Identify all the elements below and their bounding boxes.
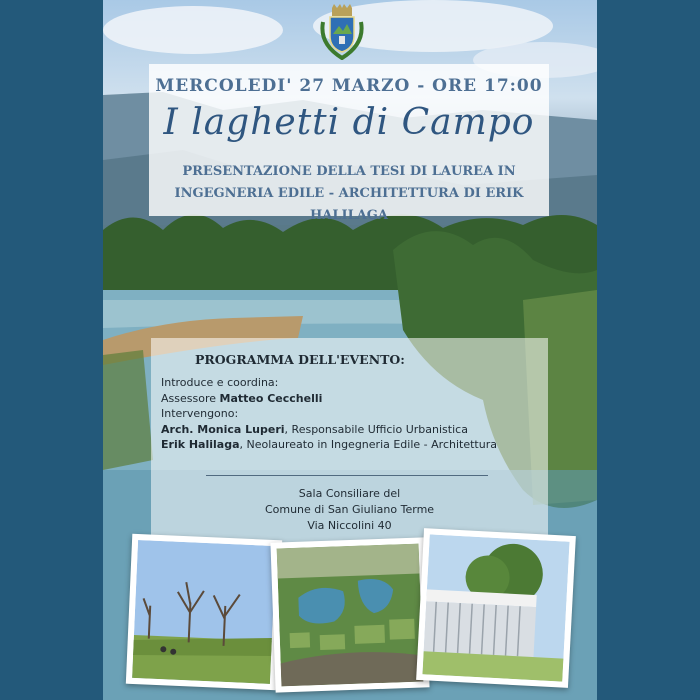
event-date-time: MERCOLEDI' 27 MARZO - ORE 17:00 bbox=[155, 76, 543, 96]
speakers-label: Intervengono: bbox=[161, 407, 239, 420]
intro-name: Matteo Cecchelli bbox=[219, 391, 323, 405]
intro-line bbox=[161, 391, 497, 407]
program-heading: PROGRAMMA DELL'EVENTO: bbox=[195, 352, 405, 367]
intro-label: Introduce e coordina: bbox=[161, 376, 279, 389]
venue-address bbox=[151, 486, 548, 534]
event-header-panel bbox=[149, 64, 549, 223]
intro-role: Assessore bbox=[161, 391, 220, 405]
speaker-1-role: , Responsabile Ufficio Urbanistica bbox=[284, 422, 468, 436]
venue-line-1: Sala Consiliare del bbox=[298, 487, 401, 500]
subtitle-line-2: INGEGNERIA EDILE - ARCHITETTURA DI ERIK HALILAGA bbox=[174, 186, 524, 223]
speaker-2-role: , Neolaureato in Ingegneria Edile - Architettura bbox=[239, 438, 497, 451]
event-subtitle bbox=[149, 161, 549, 227]
speaker-1-name: Arch. Monica Luperi bbox=[161, 422, 285, 436]
architecture-render-photo bbox=[416, 528, 576, 688]
venue-line-2: Comune di San Giuliano Terme bbox=[264, 503, 435, 516]
speaker-2-name: Erik Halilaga bbox=[161, 438, 240, 451]
municipal-coat-of-arms-icon bbox=[319, 4, 365, 60]
program-panel bbox=[151, 338, 548, 543]
park-photo bbox=[126, 534, 282, 690]
subtitle-line-1: PRESENTAZIONE DELLA TESI DI LAUREA IN bbox=[182, 164, 516, 179]
event-poster bbox=[103, 0, 597, 700]
program-details bbox=[161, 375, 497, 453]
event-title: I laghetti di Campo bbox=[163, 102, 535, 143]
speaker-1 bbox=[161, 422, 497, 438]
aerial-lakes-photo bbox=[270, 537, 429, 692]
divider bbox=[206, 475, 488, 476]
venue-line-3: Via Niccolini 40 bbox=[307, 519, 392, 532]
speaker-2 bbox=[161, 437, 497, 453]
